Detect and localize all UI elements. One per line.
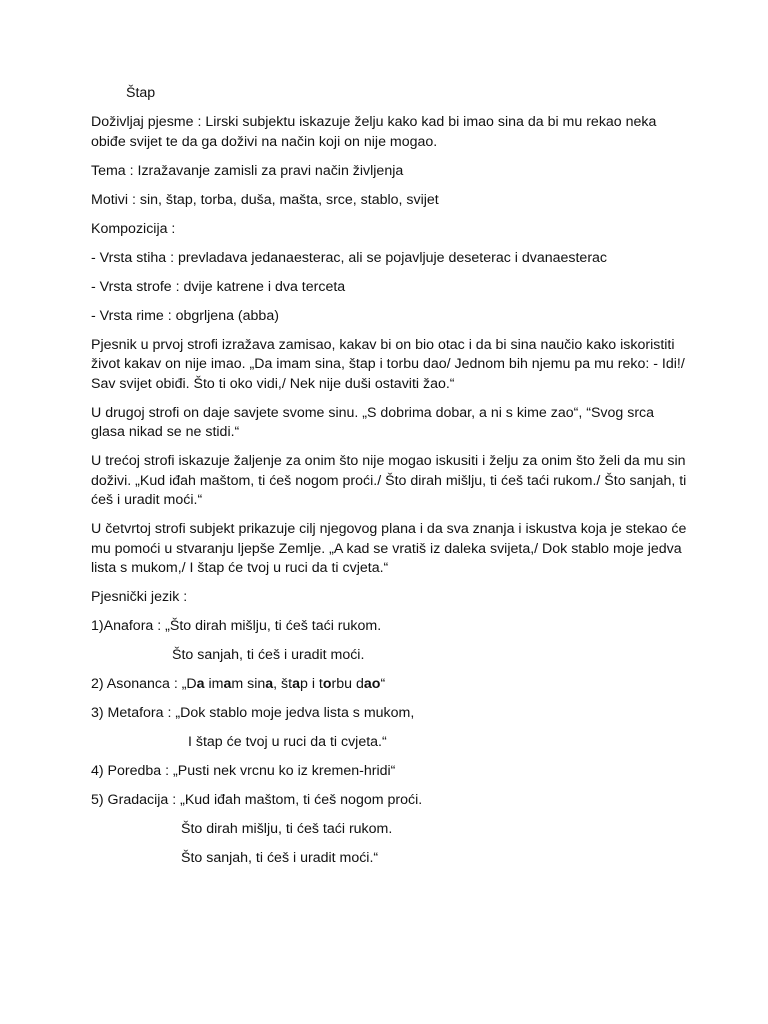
heading-kompozicija: Kompozicija : <box>91 220 176 237</box>
metafora-line-1: 3) Metafora : „Dok stablo moje jedva lista s mukom, <box>91 705 415 721</box>
list-item-vrsta-rime: - Vrsta rime : obgrljena (abba) <box>91 307 279 324</box>
asonanca-text: 2) Asonanca : „D <box>91 676 197 692</box>
list-item-vrsta-stiha: - Vrsta stiha : prevladava jedanaesterac, ali se pojavljuje deseterac i dvanaesterac <box>91 249 608 266</box>
paragraph-motivi: Motivi : sin, štap, torba, duša, mašta, srce, stablo, svijet <box>91 191 439 208</box>
asonanca-vowel: a <box>223 676 232 692</box>
asonanca-vowel: ao <box>363 676 381 692</box>
poredba-line: 4) Poredba : „Pusti nek vrcnu ko iz kremen-hridi“ <box>91 763 396 779</box>
asonanca-vowel: o <box>322 676 332 692</box>
page-title: Štap <box>126 85 156 101</box>
paragraph-strofa-2: U drugoj strofi on daje savjete svome sinu. „S dobrima dobar, a ni s kime zao“, “Svog srca glasa nikad se ne stidi.“ <box>91 404 658 440</box>
asonanca-text: p i t <box>299 676 323 692</box>
asonanca-vowel: a <box>292 676 300 692</box>
paragraph-strofa-1: Pjesnik u prvoj strofi izražava zamisao, kakav bi on bio otac i da bi sina naučio kako iskoristiti život kakav on nije imao. „Da imam sina, štap i torbu dao/ Jednom bih njemu pa mu reko: - Idi!/ Sav svijet obiđi. Što ti oko vidi,/ Nek nije duši ostaviti žao.“ <box>91 336 689 392</box>
paragraph-strofa-3: U trećoj strofi iskazuje žaljenje za onim što nije mogao iskusiti i želju za onim što želi da mu sin doživi. „Kud iđah maštom, ti ćeš nogom proći./ Što dirah mišlju, ti ćeš taći rukom./ Što sanjah, ti ćeš i uradit moći.“ <box>91 453 691 508</box>
gradacija-line-1: 5) Gradacija : „Kud iđah maštom, ti ćeš nogom proći. <box>91 792 423 808</box>
list-item-vrsta-strofe: - Vrsta strofe : dvije katrene i dva terceta <box>91 278 346 295</box>
asonanca-vowel: a <box>196 676 205 692</box>
heading-pjesnicki-jezik: Pjesnički jezik : <box>91 589 188 605</box>
asonanca-line <box>91 675 691 695</box>
asonanca-text: rbu d <box>331 676 364 692</box>
asonanca-text: , št <box>273 676 293 692</box>
paragraph-tema: Tema : Izražavanje zamisli za pravi način življenja <box>91 162 404 179</box>
asonanca-text: im <box>204 676 224 692</box>
asonanca-vowel: a <box>265 676 274 692</box>
asonanca-text: m sin <box>231 676 266 692</box>
anafora-line-2: Što sanjah, ti ćeš i uradit moći. <box>172 647 365 663</box>
asonanca-text: “ <box>380 676 386 692</box>
gradacija-line-2: Što dirah mišlju, ti ćeš taći rukom. <box>181 821 393 837</box>
paragraph-strofa-4: U četvrtoj strofi subjekt prikazuje cilj njegovog plana i da sva znanja i iskustva koja je stekao će mu pomoći u stvaranju ljepše Zemlje. „A kad se vratiš iz daleka svijeta,/ Dok stablo moje jedva lista s mukom,/ I štap će tvoj u ruci da ti cvjeta.“ <box>91 521 691 576</box>
document-page <box>91 84 691 869</box>
metafora-line-2: I štap će tvoj u ruci da ti cvjeta.“ <box>188 734 387 750</box>
gradacija-line-3: Što sanjah, ti ćeš i uradit moći.“ <box>181 850 379 866</box>
anafora-line-1: 1)Anafora : „Što dirah mišlju, ti ćeš taći rukom. <box>91 618 382 634</box>
paragraph-dozivljaj: Doživljaj pjesme : Lirski subjektu iskazuje želju kako kad bi imao sina da bi mu rekao neka obiđe svijet te da ga doživi na način koji on nije mogao. <box>91 114 661 150</box>
